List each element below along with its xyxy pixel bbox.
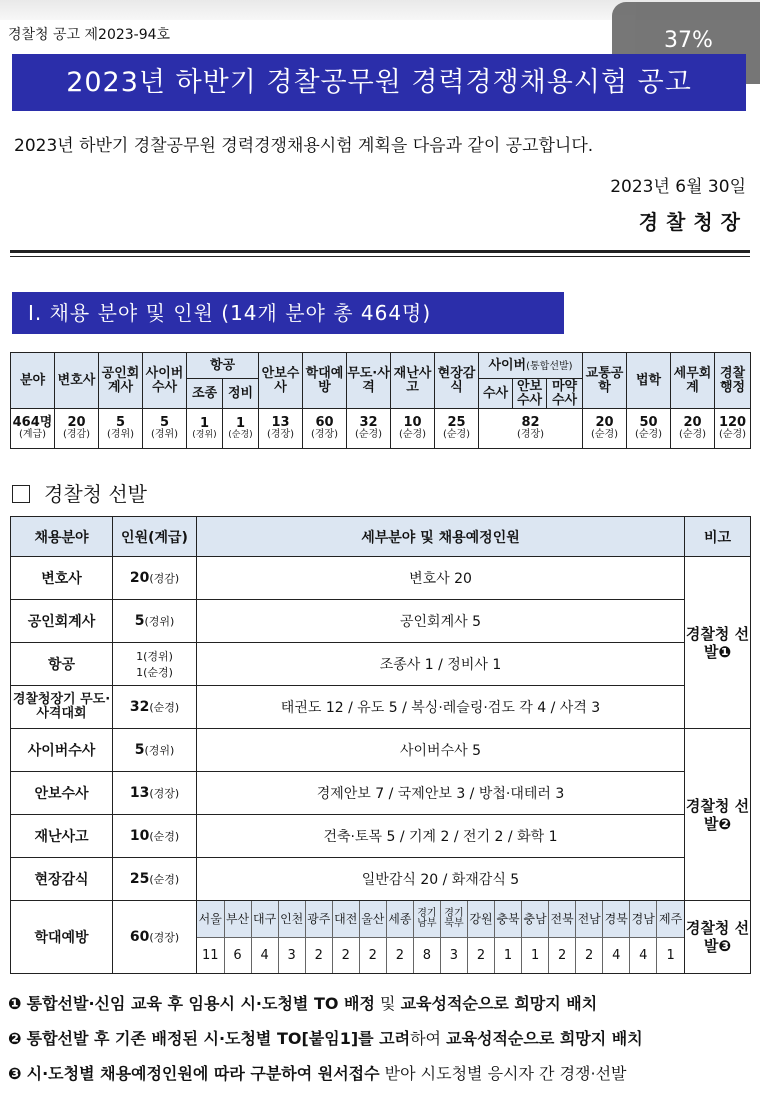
region-name: 전북 [549,901,576,937]
remark-cell-1: 경찰청 선발❶ [685,557,751,729]
region-name: 대전 [332,901,359,937]
region-count: 2 [332,937,359,973]
region-name: 충북 [495,901,522,937]
row-count: 20(경감) [113,557,197,600]
row-field: 재난사고 [11,815,113,858]
row-field: 안보수사 [11,772,113,815]
hdr-aviation: 항공 [187,353,259,379]
count-security: 13 (경장) [259,409,303,449]
region-count: 6 [224,937,251,973]
section1-title: Ⅰ. 채용 분야 및 인원 (14개 분야 총 464명) [12,292,564,334]
school-count: 60(경장) [113,901,197,974]
row-field: 경찰청장기 무도·사격대회 [11,686,113,729]
hdr-admin: 경찰행정 [715,353,751,409]
school-region-cell [197,901,685,974]
region-count: 4 [630,937,657,973]
signer: 경찰청장 [638,210,748,234]
region-name: 경기남부 [413,901,440,937]
intro-text: 2023년 하반기 경찰공무원 경력경쟁채용시험 계획을 다음과 같이 공고합니다. [14,136,594,156]
region-count: 2 [386,937,413,973]
total-cell: 464명 (계급) [11,409,55,449]
region-name: 울산 [359,901,386,937]
row-count: 25(순경) [113,858,197,901]
row-field: 공인회계사 [11,600,113,643]
checkbox-square-icon [12,485,30,503]
hdr-martial: 무도·사격 [347,353,391,409]
footnote-1: ❶ 통합선발·신임 교육 후 임용시 시·도청별 TO 배정 및 교육성적순으로 희망지 배치 [8,994,598,1013]
region-count: 8 [413,937,440,973]
row-count: 5(경위) [113,729,197,772]
row-count: 1(경위) 1(순경) [113,643,197,686]
hdr-maint: 정비 [223,379,259,409]
hdr-cyber-group: 사이버(통합선발) [479,353,583,379]
hdr-pilot: 조종 [187,379,223,409]
region-count: 1 [657,937,684,973]
page-title: 2023년 하반기 경찰공무원 경력경쟁채용시험 공고 [12,54,746,111]
hdr-school: 학대예방 [303,353,347,409]
count-admin: 120 (순경) [715,409,751,449]
count-site: 25 (순경) [435,409,479,449]
row-detail: 사이버수사 5 [197,729,685,772]
hdr-field: 분야 [11,353,55,409]
zoom-indicator: 37% [612,2,760,84]
region-name: 부산 [224,901,251,937]
count-tax: 20 (순경) [671,409,715,449]
hdr-detail: 세부분야 및 채용예정인원 [197,517,685,557]
region-count: 3 [278,937,305,973]
count-law: 50 (순경) [627,409,671,449]
row-detail: 변호사 20 [197,557,685,600]
region-count: 3 [440,937,467,973]
row-count: 13(경장) [113,772,197,815]
divider-thick [10,250,750,253]
school-field: 학대예방 [11,901,113,974]
region-count: 2 [467,937,494,973]
row-count: 5(경위) [113,600,197,643]
region-name: 경기북부 [440,901,467,937]
count-cpa: 5 (경위) [99,409,143,449]
region-name: 인천 [278,901,305,937]
region-count: 1 [522,937,549,973]
region-count: 4 [251,937,278,973]
region-name: 경북 [603,901,630,937]
section2-title: 경찰청 선발 [12,478,147,507]
row-count: 10(순경) [113,815,197,858]
remark-cell-2: 경찰청 선발❷ [685,729,751,901]
row-detail: 건축·토목 5 / 기계 2 / 전기 2 / 화학 1 [197,815,685,858]
count-martial: 32 (순경) [347,409,391,449]
recruit-summary-table [10,352,751,449]
region-name: 세종 [386,901,413,937]
region-count: 2 [305,937,332,973]
hdr-security: 안보수사 [259,353,303,409]
hdr-cyber: 사이버수사 [143,353,187,409]
footnotes [8,986,643,1091]
hdr-site: 현장감식 [435,353,479,409]
count-lawyer: 20 (경감) [55,409,99,449]
region-table [197,901,684,973]
hdr-recruit-field: 채용분야 [11,517,113,557]
hdr-cyber-invest: 수사 [479,379,513,409]
region-name: 광주 [305,901,332,937]
region-name: 충남 [522,901,549,937]
row-field: 사이버수사 [11,729,113,772]
count-school: 60 (경장) [303,409,347,449]
hdr-remarks: 비고 [685,517,751,557]
region-name: 제주 [657,901,684,937]
hdr-tax: 세무회계 [671,353,715,409]
police-selection-table [10,516,751,974]
hdr-cpa: 공인회계사 [99,353,143,409]
row-detail: 공인회계사 5 [197,600,685,643]
region-count: 4 [603,937,630,973]
row-field: 현장감식 [11,858,113,901]
count-cyber-group: 82 (경장) [479,409,583,449]
footnote-3: ❸ 시·도청별 채용예정인원에 따라 구분하여 원서접수 받아 시도청별 응시자 간 경쟁·선발 [8,1064,627,1083]
row-detail: 태권도 12 / 유도 5 / 복싱·레슬링·검도 각 4 / 사격 3 [197,686,685,729]
region-count: 2 [576,937,603,973]
count-maint: 1 (순경) [223,409,259,449]
remark-cell-3: 경찰청 선발❸ [685,901,751,974]
footnote-2: ❷ 통합선발 후 기존 배정된 시·도청별 TO[붙임1]를 고려하여 교육성적순으로 희망지 배치 [8,1029,643,1048]
region-count: 11 [197,937,224,973]
row-field: 변호사 [11,557,113,600]
count-pilot: 1 (경위) [187,409,223,449]
count-cyber: 5 (경위) [143,409,187,449]
divider-thin [10,256,750,257]
region-count: 1 [495,937,522,973]
region-name: 경남 [630,901,657,937]
hdr-headcount: 인원(계급) [113,517,197,557]
announcement-number: 경찰청 공고 제2023-94호 [8,27,171,43]
hdr-cyber-security: 안보수사 [513,379,547,409]
row-count: 32(순경) [113,686,197,729]
region-name: 대구 [251,901,278,937]
hdr-law: 법학 [627,353,671,409]
hdr-traffic: 교통공학 [583,353,627,409]
region-name: 강원 [467,901,494,937]
row-detail: 경제안보 7 / 국제안보 3 / 방첩·대테러 3 [197,772,685,815]
region-count: 2 [549,937,576,973]
row-detail: 조종사 1 / 정비사 1 [197,643,685,686]
row-field: 항공 [11,643,113,686]
hdr-disaster: 재난사고 [391,353,435,409]
hdr-cyber-drug: 마약수사 [547,379,583,409]
region-name: 서울 [197,901,224,937]
hdr-lawyer: 변호사 [55,353,99,409]
row-detail: 일반감식 20 / 화재감식 5 [197,858,685,901]
region-name: 전남 [576,901,603,937]
region-count: 2 [359,937,386,973]
count-traffic: 20 (순경) [583,409,627,449]
count-disaster: 10 (순경) [391,409,435,449]
announce-date: 2023년 6월 30일 [610,177,746,197]
